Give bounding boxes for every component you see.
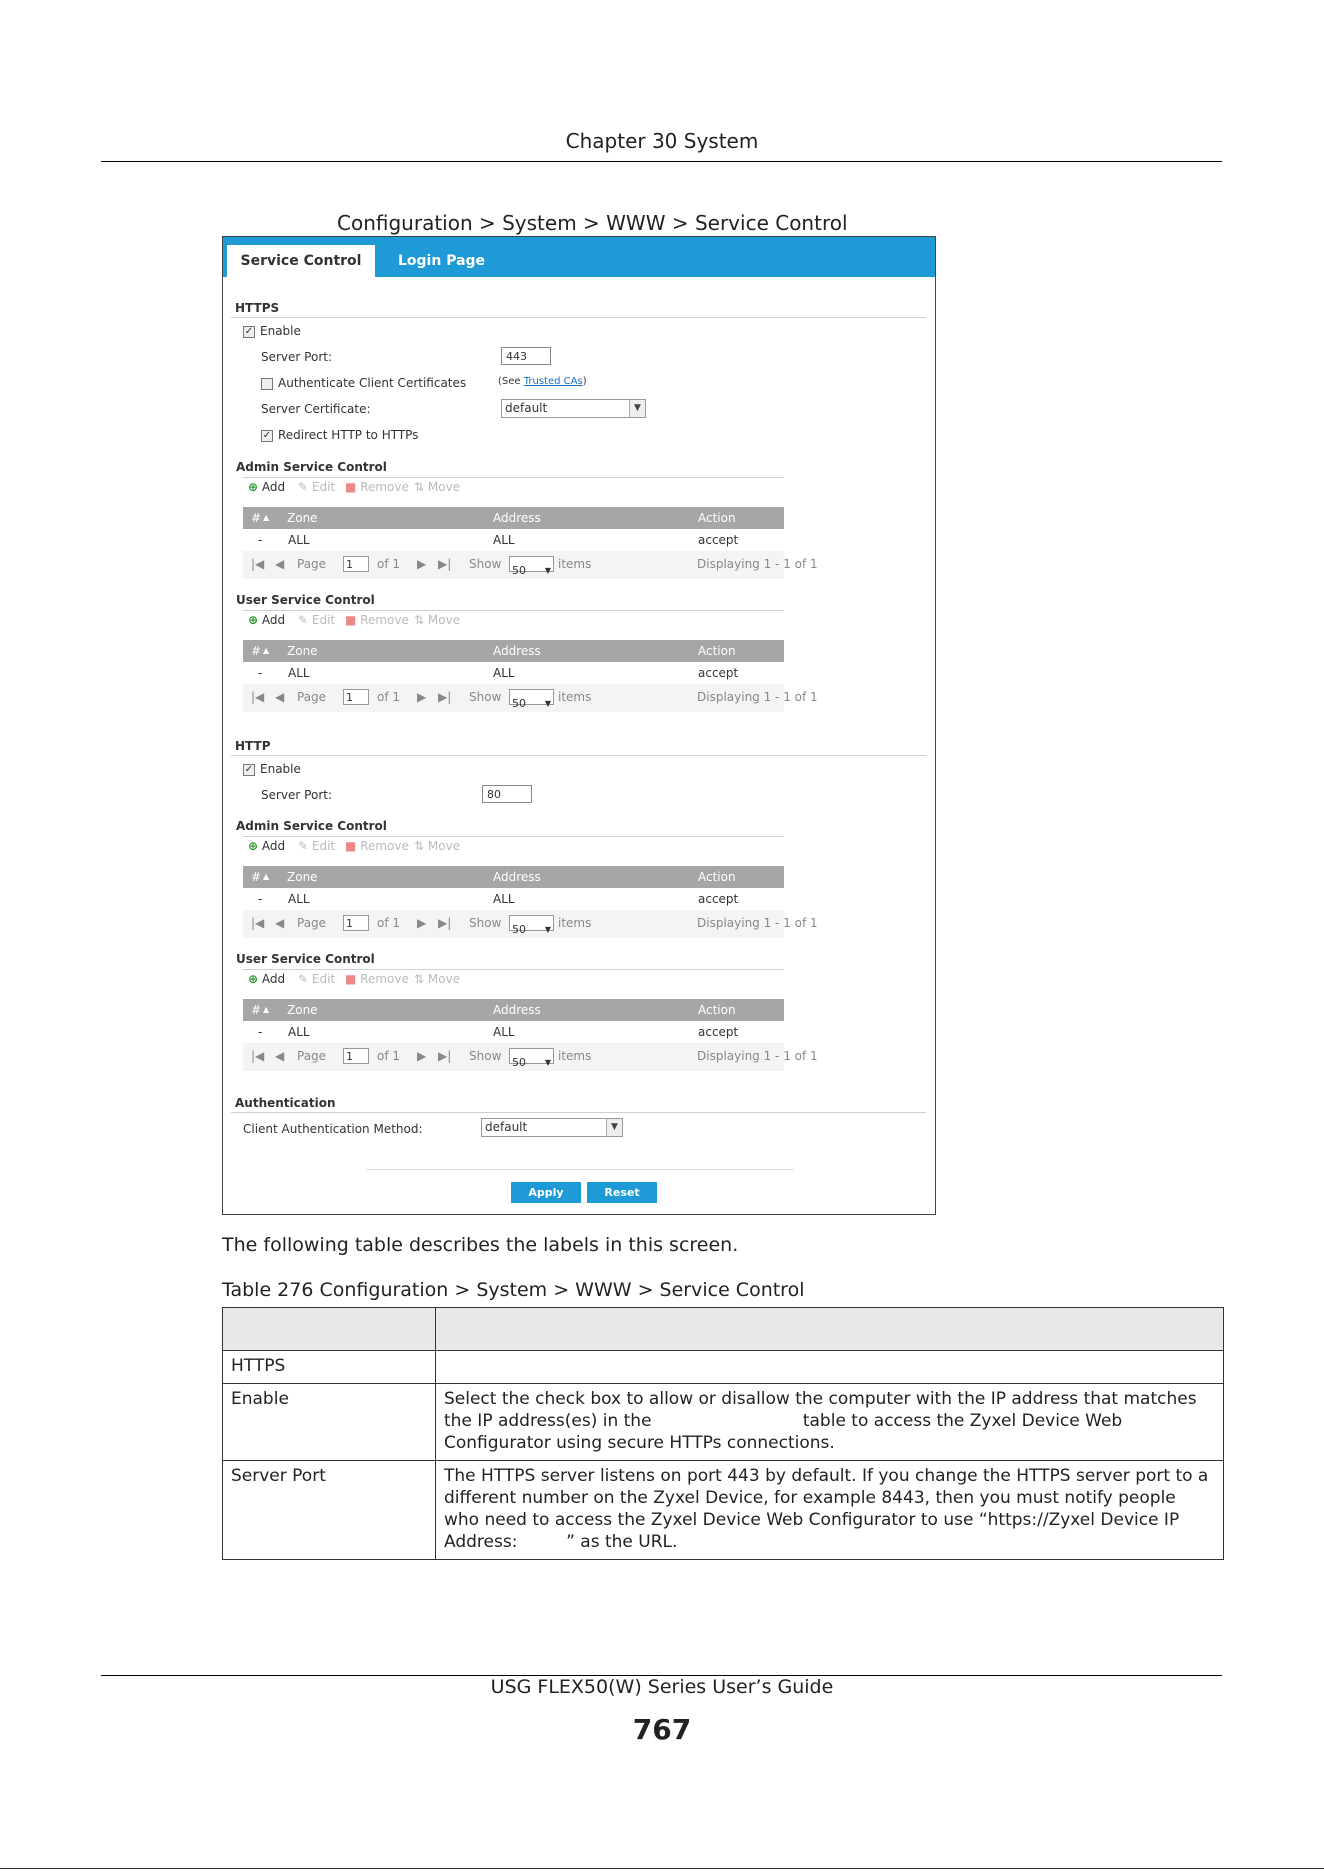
add-icon: ⊕: [248, 613, 259, 627]
prev-page-icon[interactable]: ◀: [275, 916, 285, 930]
row-description: The HTTPS server listens on port 443 by default. If you change the HTTPS server port to a different number on the Zyxel Device, for example 8443, then you must notify people who need to access the Zyxel Device Web Configurator to use “https://Zyxel Device IP Address: ” as the URL.: [436, 1461, 1224, 1560]
table-row: [223, 1384, 1224, 1461]
first-page-icon[interactable]: |◀: [251, 916, 265, 930]
edit-button[interactable]: ✎ Edit: [298, 839, 336, 853]
body-paragraph: The following table describes the labels in this screen.: [222, 1234, 739, 1256]
http-admin-title: Admin Service Control: [236, 819, 387, 833]
chapter-header: Chapter 30 System: [565, 129, 759, 153]
trash-icon: ■: [345, 613, 357, 627]
https-enable-checkbox[interactable]: ✓: [244, 326, 254, 337]
edit-icon: ✎: [298, 613, 309, 627]
client-auth-method-value: default: [485, 1120, 528, 1134]
authentication-title: Authentication: [235, 1096, 336, 1110]
see-prefix: (See: [498, 376, 521, 387]
col-action[interactable]: Action: [698, 1003, 736, 1017]
https-user-title: User Service Control: [236, 593, 375, 607]
next-page-icon[interactable]: ▶: [417, 557, 427, 571]
tab-bar: [223, 237, 935, 277]
chevron-down-icon: ▼: [544, 699, 551, 708]
col-num[interactable]: #: [251, 511, 262, 525]
last-page-icon[interactable]: ▶|: [438, 916, 452, 930]
chevron-down-icon: ▼: [629, 400, 645, 417]
col-address[interactable]: Address: [493, 870, 541, 884]
server-cert-value: default: [505, 401, 548, 415]
col-zone[interactable]: Zone: [287, 1003, 318, 1017]
see-suffix: ): [582, 376, 587, 387]
http-enable-label: Enable: [260, 762, 301, 776]
first-page-icon[interactable]: |◀: [251, 1049, 265, 1063]
add-icon: ⊕: [248, 839, 259, 853]
http-user-toolbar: [248, 969, 784, 991]
table-header: [243, 640, 784, 662]
col-address[interactable]: Address: [493, 644, 541, 658]
move-button[interactable]: ⇅ Move: [414, 972, 461, 986]
move-button[interactable]: ⇅ Move: [414, 839, 461, 853]
add-button[interactable]: ⊕ Add: [248, 613, 286, 627]
table-pager: |◀ ◀ Page 1 of 1 ▶ ▶| Show 50 ▼ items Displaying 1 - 1 of 1: [243, 551, 784, 579]
edit-button[interactable]: ✎ Edit: [298, 480, 336, 494]
move-icon: ⇅: [414, 613, 425, 627]
bottom-border: [0, 1868, 1324, 1869]
auth-client-cert-label: Authenticate Client Certificates: [278, 376, 467, 390]
add-icon: ⊕: [248, 480, 259, 494]
last-page-icon[interactable]: ▶|: [438, 690, 452, 704]
col-action[interactable]: Action: [698, 644, 736, 658]
show-select[interactable]: 50 ▼: [509, 1048, 554, 1064]
move-icon: ⇅: [414, 480, 425, 494]
table-row: [223, 1461, 1224, 1560]
col-zone[interactable]: Zone: [287, 511, 318, 525]
header-rule: [101, 161, 1222, 162]
page-number: 767: [632, 1713, 692, 1746]
sort-asc-icon: ▲: [263, 1005, 270, 1014]
table-header: [243, 999, 784, 1021]
edit-icon: ✎: [298, 839, 309, 853]
table-header: [243, 507, 784, 529]
https-server-port-input[interactable]: 443: [501, 347, 551, 365]
col-num[interactable]: #: [251, 644, 262, 658]
col-num[interactable]: #: [251, 1003, 262, 1017]
first-page-icon[interactable]: |◀: [251, 557, 265, 571]
last-page-icon[interactable]: ▶|: [438, 1049, 452, 1063]
http-user-title: User Service Control: [236, 952, 375, 966]
edit-button[interactable]: ✎ Edit: [298, 972, 336, 986]
row-description: Select the check box to allow or disallow the computer with the IP address that matches the IP address(es) in the table to access the Zyxel Device Web Configurator using secure HTTPs connections.: [436, 1384, 1224, 1461]
sort-asc-icon: ▲: [263, 872, 270, 881]
server-cert-select[interactable]: [501, 399, 646, 418]
client-auth-method-label: Client Authentication Method:: [243, 1122, 423, 1136]
row-label: Server Port: [223, 1461, 436, 1560]
next-page-icon[interactable]: ▶: [417, 1049, 427, 1063]
https-user-toolbar: [248, 610, 784, 632]
show-select[interactable]: 50 ▼: [509, 556, 554, 572]
show-select[interactable]: 50 ▼: [509, 689, 554, 705]
prev-page-icon[interactable]: ◀: [275, 557, 285, 571]
col-num[interactable]: #: [251, 870, 262, 884]
table-row[interactable]: - ALL ALL accept: [258, 892, 739, 906]
page-input[interactable]: 1: [343, 1048, 369, 1064]
section-divider: [366, 1169, 794, 1170]
move-icon: ⇅: [414, 839, 425, 853]
next-page-icon[interactable]: ▶: [417, 916, 427, 930]
sort-asc-icon: ▲: [263, 513, 270, 522]
row-description: [436, 1351, 1224, 1384]
trash-icon: ■: [345, 839, 357, 853]
redirect-checkbox[interactable]: ✓: [262, 430, 272, 441]
remove-button[interactable]: ■ Remove: [345, 972, 409, 986]
http-section-title: HTTP: [235, 739, 271, 753]
remove-button[interactable]: ■ Remove: [345, 839, 409, 853]
move-icon: ⇅: [414, 972, 425, 986]
table-row[interactable]: - ALL ALL accept: [258, 533, 739, 547]
move-button[interactable]: ⇅ Move: [414, 480, 461, 494]
move-button[interactable]: ⇅ Move: [414, 613, 461, 627]
description-table: [222, 1307, 1224, 1560]
redirect-label: Redirect HTTP to HTTPs: [278, 428, 419, 442]
section-divider: [231, 755, 926, 756]
col-zone[interactable]: Zone: [287, 870, 318, 884]
col-action[interactable]: Action: [698, 870, 736, 884]
tab-login-page[interactable]: Login Page: [398, 253, 486, 269]
https-admin-title: Admin Service Control: [236, 460, 387, 474]
col-address[interactable]: Address: [493, 1003, 541, 1017]
table-row: [223, 1351, 1224, 1384]
add-button[interactable]: ⊕ Add: [248, 839, 286, 853]
table-row[interactable]: - ALL ALL accept: [258, 1025, 739, 1039]
row-label: HTTPS: [223, 1351, 436, 1384]
http-admin-toolbar: [248, 836, 784, 858]
https-section-title: HTTPS: [235, 301, 280, 315]
trusted-cas-link[interactable]: Trusted CAs: [523, 376, 583, 387]
server-cert-label: Server Certificate:: [261, 402, 371, 416]
table-header: [243, 866, 784, 888]
chevron-down-icon: ▼: [544, 1058, 551, 1067]
section-divider: [231, 317, 926, 318]
remove-button[interactable]: ■ Remove: [345, 480, 409, 494]
col-zone[interactable]: Zone: [287, 644, 318, 658]
edit-icon: ✎: [298, 972, 309, 986]
last-page-icon[interactable]: ▶|: [438, 557, 452, 571]
figure-caption: Configuration > System > WWW > Service Control: [337, 211, 848, 235]
next-page-icon[interactable]: ▶: [417, 690, 427, 704]
http-enable-checkbox[interactable]: ✓: [244, 764, 254, 775]
service-control-panel: [222, 236, 936, 1215]
section-divider: [231, 1112, 926, 1113]
apply-button[interactable]: Apply: [511, 1182, 581, 1203]
table-pager: |◀ ◀ Page 1 of 1 ▶ ▶| Show 50 ▼ items Displaying 1 - 1 of 1: [243, 910, 784, 938]
edit-icon: ✎: [298, 480, 309, 494]
row-label: Enable: [223, 1384, 436, 1461]
edit-button[interactable]: ✎ Edit: [298, 613, 336, 627]
table-pager: |◀ ◀ Page 1 of 1 ▶ ▶| Show 50 ▼ items Displaying 1 - 1 of 1: [243, 684, 784, 712]
prev-page-icon[interactable]: ◀: [275, 690, 285, 704]
add-icon: ⊕: [248, 972, 259, 986]
guide-title: USG FLEX50(W) Series User’s Guide: [490, 1676, 834, 1698]
client-auth-method-select[interactable]: [481, 1118, 623, 1137]
chevron-down-icon: ▼: [544, 925, 551, 934]
table-caption: Table 276 Configuration > System > WWW > Service Control: [222, 1279, 805, 1301]
sort-asc-icon: ▲: [263, 646, 270, 655]
http-server-port-label: Server Port:: [261, 788, 332, 802]
table-pager: |◀ ◀ Page 1 of 1 ▶ ▶| Show 50 ▼ items Displaying 1 - 1 of 1: [243, 1043, 784, 1071]
chevron-down-icon: ▼: [606, 1119, 622, 1136]
col-address[interactable]: Address: [493, 511, 541, 525]
page-input[interactable]: 1: [343, 689, 369, 705]
page-input[interactable]: 1: [343, 556, 369, 572]
description-table-header: [223, 1308, 1224, 1351]
col-action[interactable]: Action: [698, 511, 736, 525]
add-button[interactable]: ⊕ Add: [248, 972, 286, 986]
https-admin-toolbar: [248, 477, 784, 499]
trash-icon: ■: [345, 480, 357, 494]
page-input[interactable]: 1: [343, 915, 369, 931]
reset-button[interactable]: Reset: [587, 1182, 657, 1203]
https-enable-label: Enable: [260, 324, 301, 338]
show-select[interactable]: 50 ▼: [509, 915, 554, 931]
remove-button[interactable]: ■ Remove: [345, 613, 409, 627]
table-row[interactable]: - ALL ALL accept: [258, 666, 739, 680]
prev-page-icon[interactable]: ◀: [275, 1049, 285, 1063]
https-server-port-label: Server Port:: [261, 350, 332, 364]
auth-client-cert-checkbox[interactable]: [261, 378, 273, 390]
chevron-down-icon: ▼: [544, 566, 551, 575]
add-button[interactable]: ⊕ Add: [248, 480, 286, 494]
trash-icon: ■: [345, 972, 357, 986]
http-server-port-input[interactable]: 80: [482, 785, 532, 803]
first-page-icon[interactable]: |◀: [251, 690, 265, 704]
tab-service-control[interactable]: Service Control: [227, 245, 375, 277]
